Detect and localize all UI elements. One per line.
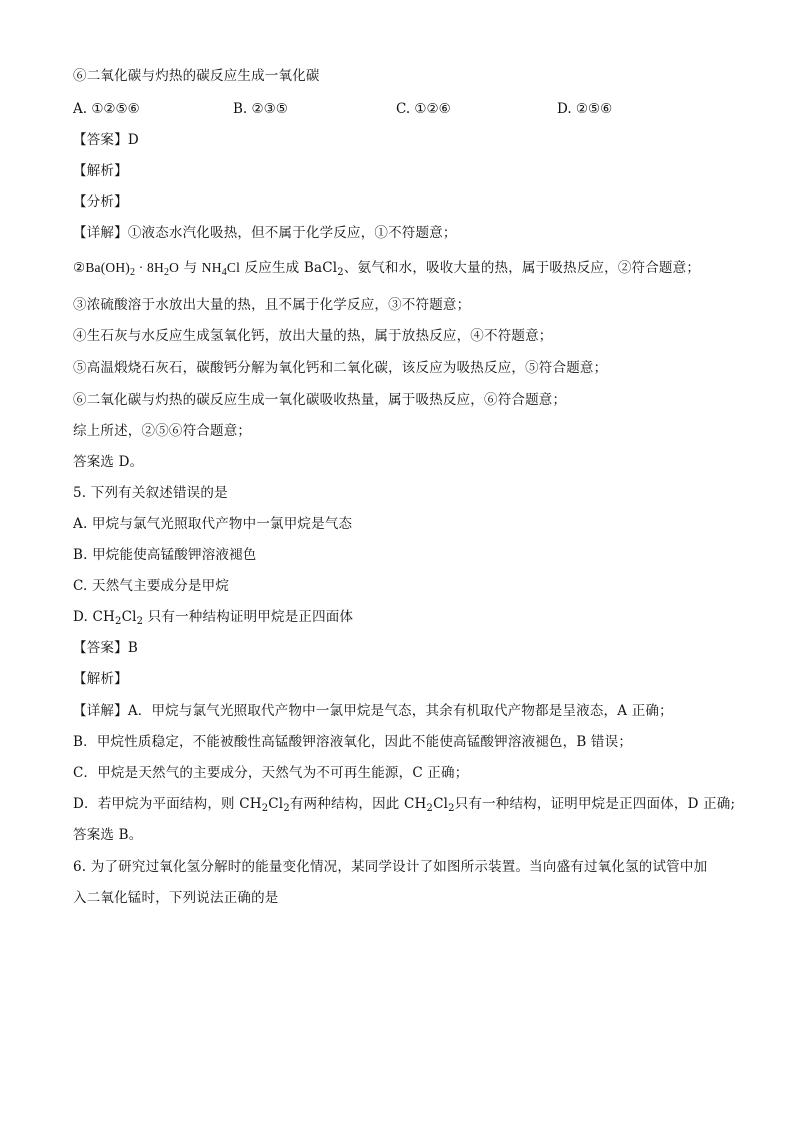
q5-detail-c: C．甲烷是天然气的主要成分，天然气为不可再生能源，C 正确； bbox=[73, 765, 469, 781]
q5-detail-b: B．甲烷性质稳定，不能被酸性高锰酸钾溶液氧化，因此不能使高锰酸钾溶液褪色，B 错误； bbox=[73, 734, 633, 750]
q4-fenxi-label: 【分析】 bbox=[73, 194, 128, 210]
q4-detail-2 bbox=[73, 258, 700, 278]
subscript: 2 bbox=[448, 803, 455, 814]
q4-detail-1 bbox=[73, 223, 457, 243]
q4-detail-1-text: ①液态水汽化吸热，但不属于化学反应，①不符题意； bbox=[127, 225, 457, 241]
q5-answer-value: B bbox=[127, 640, 138, 656]
q5-final: 答案选 B。 bbox=[73, 827, 143, 843]
q4-final: 答案选 D。 bbox=[73, 454, 144, 470]
q5-detail-d-part: 有两种结构，因此 CH bbox=[289, 796, 427, 812]
q4-option-b: B. ②③⑤ bbox=[233, 101, 288, 117]
q5-detail-d-part: D．若甲烷为平面结构，则 CH bbox=[73, 796, 262, 812]
q5-option-b: B. 甲烷能使高锰酸钾溶液褪色 bbox=[73, 547, 257, 563]
q5-detail-d-part: Cl bbox=[268, 796, 284, 812]
q5-option-c: C. 天然气主要成分是甲烷 bbox=[73, 578, 230, 594]
q5-option-d-prefix: D. CH bbox=[73, 609, 116, 625]
q4-jiexi-label: 【解析】 bbox=[73, 163, 128, 179]
subscript: 2 bbox=[261, 803, 269, 814]
q5-jiexi-label: 【解析】 bbox=[73, 671, 128, 687]
q5-detail-label: 【详解】 bbox=[73, 703, 128, 719]
q4-answer bbox=[73, 130, 139, 150]
formula-part: NH bbox=[201, 260, 222, 275]
formula-baoh2 bbox=[85, 260, 180, 278]
subscript: 2 bbox=[130, 267, 136, 278]
formula-part: Cl bbox=[226, 260, 241, 275]
q5-option-d-mid: Cl bbox=[121, 609, 137, 625]
q4-item-6: ⑥二氧化碳与灼热的碳反应生成一氧化碳 bbox=[73, 68, 320, 84]
q5-answer-label: 【答案】 bbox=[73, 640, 128, 656]
subscript: 2 bbox=[426, 803, 434, 814]
formula-part: Ba(OH) bbox=[85, 260, 130, 275]
q5-detail-a bbox=[73, 701, 673, 721]
q4-summary: 综上所述，②⑤⑥符合题意； bbox=[73, 423, 252, 439]
q4-detail-label: 【详解】 bbox=[73, 225, 128, 241]
q6-stem-line-2: 入二氧化锰时，下列说法正确的是 bbox=[73, 890, 279, 906]
q5-detail-d bbox=[73, 794, 735, 814]
q5-stem: 5. 下列有关叙述错误的是 bbox=[73, 485, 228, 501]
q5-detail-a-text: A．甲烷与氯气光照取代产物中一氯甲烷是气态，其余有机取代产物都是呈液态，A 正确； bbox=[127, 703, 673, 719]
q4-detail-2-mid2: 反应生成 BaCl bbox=[240, 260, 338, 276]
subscript: 2 bbox=[337, 267, 344, 278]
q4-answer-label: 【答案】 bbox=[73, 132, 128, 148]
q5-answer bbox=[73, 638, 138, 658]
subscript: 2 bbox=[163, 267, 170, 278]
subscript: 2 bbox=[283, 803, 290, 814]
subscript: 2 bbox=[136, 616, 144, 627]
q4-option-a: A. ①②⑤⑥ bbox=[73, 101, 140, 117]
q5-detail-d-part: 只有一种结构，证明甲烷是正四面体，D 正确; bbox=[454, 796, 736, 812]
q4-detail-4: ④生石灰与水反应生成氢氧化钙，放出大量的热，属于放热反应，④不符题意； bbox=[73, 328, 553, 344]
q4-detail-2-prefix: ② bbox=[73, 260, 86, 276]
q5-detail-d-part: Cl bbox=[433, 796, 449, 812]
q4-detail-2-suffix: 、氨气和水，吸收大量的热，属于吸热反应，②符合题意； bbox=[343, 260, 701, 276]
q4-answer-value: D bbox=[127, 132, 139, 148]
q4-detail-3: ③浓硫酸溶于水放出大量的热，且不属于化学反应，③不符题意； bbox=[73, 297, 471, 313]
formula-nh4cl bbox=[201, 260, 241, 278]
subscript: 4 bbox=[221, 267, 227, 278]
q5-option-d-suffix: 只有一种结构证明甲烷是正四面体 bbox=[143, 609, 354, 625]
q4-detail-2-mid: 与 bbox=[179, 260, 202, 276]
q4-detail-5: ⑤高温煅烧石灰石，碳酸钙分解为氧化钙和二氧化碳，该反应为吸热反应，⑤符合题意； bbox=[73, 360, 608, 376]
q5-option-d bbox=[73, 607, 353, 627]
q4-detail-6: ⑥二氧化碳与灼热的碳反应生成一氧化碳吸收热量，属于吸热反应，⑥符合题意； bbox=[73, 392, 567, 408]
q4-option-d: D. ②⑤⑥ bbox=[557, 101, 613, 117]
q4-option-c: C. ①②⑥ bbox=[396, 101, 451, 117]
q5-option-a: A. 甲烷与氯气光照取代产物中一氯甲烷是气态 bbox=[73, 516, 353, 532]
formula-part: O bbox=[169, 260, 180, 275]
q6-stem-line-1: 6. 为了研究过氧化氢分解时的能量变化情况，某同学设计了如图所示装置。当向盛有过氧化氢的试管中加 bbox=[73, 859, 708, 875]
formula-part: · 8H bbox=[135, 260, 164, 275]
subscript: 2 bbox=[115, 616, 122, 627]
